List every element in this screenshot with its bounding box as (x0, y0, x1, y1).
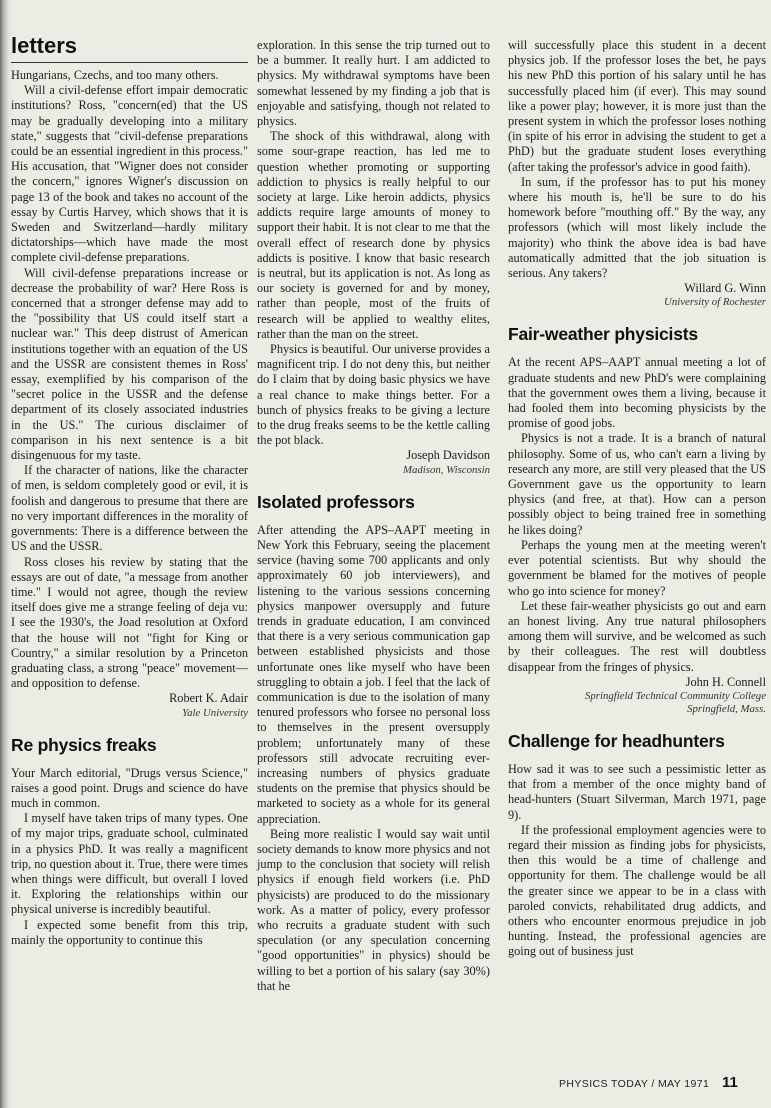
paragraph: At the recent APS–AAPT annual meeting a lot of graduate students and new PhD's were complaining that the government owes them a living, because it had fooled them into becoming physicists by the promise of good jobs. (508, 355, 766, 431)
paragraph: If the professional employment agencies were to regard their mission as finding jobs for physicists, then this would be a time of challenge and opportunity for them. The challenge would be all the greater since we appear to be in a class with paroled convicts, rehabilitated drug addicts, and others who encounter enormous prejudice in job hunting. Instead, the professional agencies are going out of business just (508, 822, 766, 959)
journal-footer: PHYSICS TODAY / MAY 1971 (559, 1078, 710, 1090)
paragraph: Let these fair-weather physicists go out and earn an honest living. Any true natural philosophers among them will survive, and be welcomed as such by their colleagues. The rest will doubtless disappear from the fringes of physics. (508, 598, 766, 674)
signature: Robert K. Adair (169, 691, 248, 706)
paragraph: will successfully place this student in a decent physics job. If the professor loses the bet, he pays his new PhD this portion of his salary until he has successfully placed him (if ever). This may sound like a power play; however, it is more just than the present system in which the professor loses nothing (in spite of his error in advising the student to get a PhD) but the graduate student loses everything (after taking the professor's advice in good faith). (508, 38, 766, 174)
paragraph: I expected some benefit from this trip, mainly the opportunity to continue this (11, 917, 248, 947)
paragraph: Being more realistic I would say wait until society demands to know more physics and not jump to the conclusion that society will relish physics if enough field workers (i.e. PhD physicists) are produced to do the missionary work. As a matter of policy, every professor who recruits a graduate student with such speculation (or any speculation concerning "good opportunities" in physics) should be willing to bet a portion of his salary (say 30%) that he (257, 826, 490, 993)
paragraph: Will civil-defense preparations increase or decrease the probability of war? Here Ross is concerned that a stronger defense may add to the "possibility that US could itself start a nuclear war." This deep distrust of American institutions together with an equation of the US and the USSR are consistent themes in Ross' essay, exemplified by his comparison of the "secret police in the USSR and the defense department of its closely associated industries in the US." The curious disclaimer of comparison in his next sentence is a bit disingenuous for my taste. (11, 265, 248, 463)
column-3 (508, 38, 766, 960)
paragraph: After attending the APS–AAPT meeting in New York this February, seeing the placement service (having some 700 applicants and only approximately 60 job interviewers), and listening to the various sessions concerning physics manpower oversupply and future trends in graduate education, I am convinced that there is a very serious communication gap between established physicists and those unfortunate ones like myself who have been struggling to obtain a job. I feel that the lack of communication is due to the isolation of many tenured professors who forsee no personal loss to themselves in the present oversupply problem; unfortunately many of these professors still advocate recruiting ever-increasing numbers of physics graduate students on the premise that physics should be marketed to society as a whole for its general appreciation. (257, 522, 490, 826)
signature: Joseph Davidson (406, 448, 490, 463)
paragraph: I myself have taken trips of many types. One of my major trips, graduate school, culminated in a physics PhD. It was really a magnificent trip, no question about it. True, there were times when things were difficult, but overall I loved it. Exploring the relationships within our physical universe is incredibly beautiful. (11, 811, 248, 917)
affiliation: Yale University (182, 706, 248, 719)
affiliation: University of Rochester (664, 296, 766, 309)
paragraph: Physics is not a trade. It is a branch of natural philosophy. Some of us, who can't earn a living by research any more, are still very pleased that the US Government gave us the opportunity to learn physics (and free, at that). How can a person possibly object to being trained free in something he likes doing? (508, 431, 766, 537)
paragraph: Ross closes his review by stating that the essays are out of date, "a message from another time." I would not agree, though the review itself does give me a strange feeling of deja vu: I see the 1930's, the Joad resolution at Oxford that the house will not "fight for King or Country," a similar resolution by a Princeton graduating class, a strong "peace" movement—and opposition to defense. (11, 554, 248, 691)
paragraph: Will a civil-defense effort impair democratic institutions? Ross, "concern(ed) that the US may be gradually developing into a military state," suggests that "civil-defense preparations could be an essential ingredient in this process." His accusation, that "Wigner does not consider the concern," ignores Wigner's discussion on page 13 of the book and takes no account of the essay by Curtis Harvey, which shows that it is Sweden and Switzerland—hardly military dictatorships—which have made the most complete civil-defense preparations. (11, 83, 248, 265)
paragraph: Physics is beautiful. Our universe provides a magnificent trip. I do not deny this, but neither do I claim that by doing basic physics we have a real chance to make things better. For a bunch of physics freaks to be giving a lecture to the drug freaks seems to be the kettle calling the pot black. (257, 342, 490, 448)
letter-heading: Isolated professors (257, 491, 415, 512)
paragraph: In sum, if the professor has to put his money where his mouth is, he'll be sure to do his homework before "mouthing off." By the way, any professors (which will most likely include the majority) who think the above idea is bad have automatically admitted that the job situation is serious. Any takers? (508, 174, 766, 281)
title-rule (11, 62, 248, 63)
paragraph: Your March editorial, "Drugs versus Science," raises a good point. Drugs and science do have much in common. (11, 765, 248, 810)
letter-heading: Re physics freaks (11, 734, 157, 755)
paragraph: If the character of nations, like the character of men, is seldom completely good or evil, it is foolish and dangerous to presume that there are no very important differences in the morality of governments: There is a difference between the US and the USSR. (11, 463, 248, 554)
paragraph: exploration. In this sense the trip turned out to be a bummer. It really hurt. I am addicted to physics. My withdrawal symptoms have been somewhat lessened by my finding a job that is enjoyable and satisfying, though not related to physics. (257, 38, 490, 129)
paragraph: The shock of this withdrawal, along with some sour-grape reaction, has led me to question whether promoting or supporting addiction to physics is really helpful to our society at large. Like heroin addicts, physics addicts require large amounts of money to support their habit. It is not clear to me that the overall effect of research done by physics addicts is positive. I know that basic research is neutral, but its application is not. As long as our society is governed for and by money, rather than people, most of the fruits of research will be applied to wealthy elites, rather than the man on the street. (257, 129, 490, 341)
section-title: letters (11, 33, 78, 58)
column-2 (257, 38, 490, 994)
letter-heading: Fair-weather physicists (508, 324, 698, 345)
affiliation: Springfield Technical Community College (584, 689, 766, 702)
paragraph: Hungarians, Czechs, and too many others. (11, 68, 219, 82)
affiliation: Springfield, Mass. (687, 702, 766, 715)
column-1 (11, 34, 248, 948)
paragraph: Perhaps the young men at the meeting weren't ever potential scientists. But why should the government be blamed for the motives of people who go into science for money? (508, 537, 766, 598)
page-number: 11 (722, 1074, 738, 1091)
affiliation: Madison, Wisconsin (403, 463, 490, 476)
paragraph: How sad it was to see such a pessimistic letter as that from a member of the once mighty band of head-hunters (Stuart Silverman, March 1971, page 9). (508, 761, 766, 822)
letter-heading: Challenge for headhunters (508, 730, 725, 751)
signature: John H. Connell (685, 674, 766, 689)
signature: Willard G. Winn (684, 281, 766, 296)
